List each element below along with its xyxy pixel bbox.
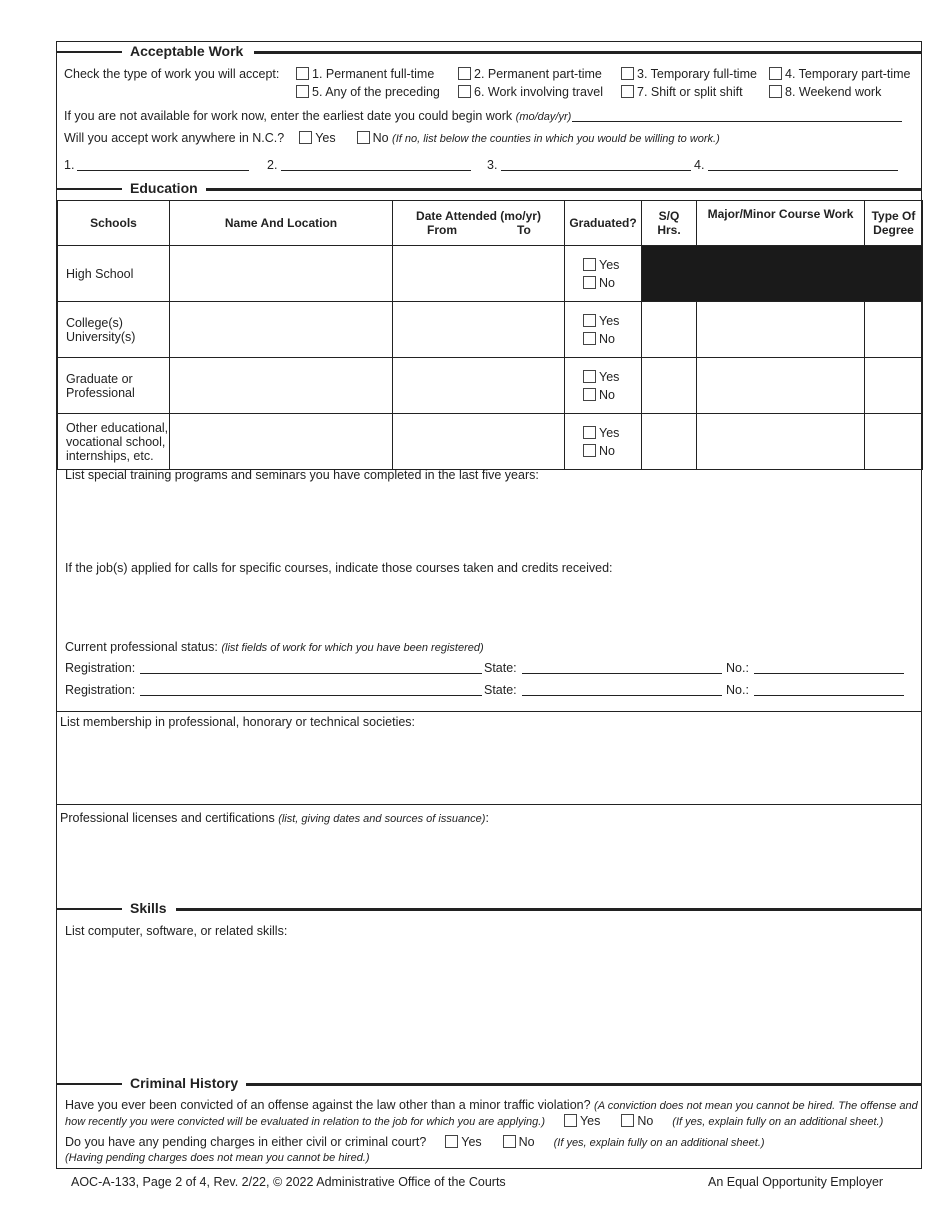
name-location-cell[interactable]: [170, 414, 393, 470]
work-option-3[interactable]: [621, 67, 757, 81]
header-rule: [176, 908, 922, 911]
checkbox[interactable]: [458, 85, 471, 98]
county-num-4: 4.: [694, 158, 705, 172]
licenses-label: Professional licenses and certifications: [60, 811, 275, 825]
major-minor-cell[interactable]: [697, 414, 865, 470]
checkbox[interactable]: [583, 332, 596, 345]
state-label: State:: [484, 683, 517, 697]
no-label: No: [599, 275, 615, 290]
checkbox[interactable]: [621, 85, 634, 98]
header-rule: [246, 1083, 922, 1086]
checkbox[interactable]: [583, 426, 596, 439]
school-label: vocational school,: [66, 434, 166, 449]
licenses-colon: :: [485, 811, 489, 825]
pending-yes-checkbox[interactable]: [445, 1135, 458, 1148]
option-label: 5. Any of the preceding: [312, 85, 440, 99]
no-label: No: [599, 387, 615, 402]
graduated-yes[interactable]: [583, 256, 641, 274]
school-label: Professional: [66, 385, 135, 400]
memberships-label: List membership in professional, honorary or technical societies:: [60, 715, 416, 729]
major-minor-cell[interactable]: [697, 358, 865, 414]
date-attended-cell[interactable]: [393, 414, 565, 470]
graduated-cell: [565, 358, 642, 414]
checkbox[interactable]: [621, 67, 634, 80]
anywhere-nc-row: [64, 131, 720, 145]
explain-hint: (If yes, explain fully on an additional sheet.): [553, 1137, 765, 1149]
school-cell: [58, 414, 170, 470]
no-label: No: [637, 1114, 654, 1128]
conviction-question: [65, 1098, 918, 1130]
checkbox[interactable]: [583, 388, 596, 401]
col-type-of-degree: [865, 201, 923, 246]
graduated-no[interactable]: [583, 442, 641, 460]
checkbox[interactable]: [583, 370, 596, 383]
registration-label: Registration:: [65, 683, 136, 697]
school-label: internships, etc.: [66, 448, 154, 463]
yes-label: Yes: [599, 369, 620, 384]
number-field[interactable]: [754, 673, 904, 674]
yes-label: Yes: [315, 131, 336, 145]
col-schools: Schools: [58, 201, 170, 246]
graduated-yes[interactable]: [583, 424, 641, 442]
yes-label: Yes: [599, 257, 620, 272]
anywhere-yes-checkbox[interactable]: [299, 131, 312, 144]
form-footer-id: AOC-A-133, Page 2 of 4, Rev. 2/22, © 2022 Administrative Office of the Courts: [71, 1175, 506, 1189]
work-option-2[interactable]: [458, 67, 602, 81]
table-row: [58, 358, 923, 414]
school-cell: [58, 246, 170, 302]
conviction-question-text: Have you ever been convicted of an offense against the law other than a minor traffic violation?: [65, 1098, 591, 1112]
school-label: High School: [66, 266, 134, 281]
no-label: No: [518, 1135, 535, 1149]
work-option-1[interactable]: [296, 67, 434, 81]
pending-no-checkbox[interactable]: [503, 1135, 516, 1148]
header-rule: [254, 51, 922, 54]
option-label: 1. Permanent full-time: [312, 67, 435, 81]
option-label: 2. Permanent part-time: [474, 67, 602, 81]
anywhere-nc-hint: (If no, list below the counties in which you would be willing to work.): [392, 133, 720, 145]
from-label: From: [427, 223, 457, 237]
header-rule: [206, 188, 922, 191]
header-rule: [56, 908, 122, 910]
school-label: Other educational,: [66, 420, 169, 435]
county-field-1[interactable]: [77, 170, 249, 171]
no-label: No: [372, 131, 389, 145]
registration-field[interactable]: [140, 695, 482, 696]
number-label: No.:: [726, 683, 749, 697]
table-row: [58, 414, 923, 470]
yes-label: Yes: [599, 313, 620, 328]
anywhere-nc-label: Will you accept work anywhere in N.C.?: [64, 131, 285, 145]
table-header-row: [58, 201, 923, 246]
degree-cell[interactable]: [865, 358, 923, 414]
criminal-history-title: Criminal History: [130, 1075, 239, 1091]
checkbox[interactable]: [769, 67, 782, 80]
header-rule: [56, 188, 122, 190]
state-field[interactable]: [522, 695, 722, 696]
acceptable-work-title: Acceptable Work: [130, 43, 244, 59]
col-date-attended: [393, 201, 565, 246]
name-location-cell[interactable]: [170, 246, 393, 302]
licenses-hint: (list, giving dates and sources of issuance): [278, 813, 486, 825]
sq-label: S/Q: [658, 209, 680, 223]
registration-field[interactable]: [140, 673, 482, 674]
county-num-2: 2.: [267, 158, 278, 172]
work-type-label: Check the type of work you will accept:: [64, 67, 280, 81]
number-label: No.:: [726, 661, 749, 675]
education-table: [57, 200, 923, 470]
criminal-history-header: [56, 1075, 922, 1095]
county-num-3: 3.: [487, 158, 498, 172]
hrs-label: Hrs.: [657, 223, 681, 237]
state-label: State:: [484, 661, 517, 675]
licenses-row: [60, 811, 489, 825]
col-graduated: Graduated?: [565, 201, 642, 246]
education-header: [56, 180, 922, 200]
county-num-1: 1.: [64, 158, 75, 172]
checkbox[interactable]: [296, 85, 309, 98]
checkbox[interactable]: [296, 67, 309, 80]
graduated-no[interactable]: [583, 330, 641, 348]
checkbox[interactable]: [458, 67, 471, 80]
prof-status-hint: (list fields of work for which you have been registered): [221, 642, 484, 654]
checkbox[interactable]: [583, 444, 596, 457]
shaded-cell: [642, 246, 923, 302]
school-label: Graduate or: [66, 371, 133, 386]
county-field-2[interactable]: [281, 170, 471, 171]
graduated-cell: [565, 246, 642, 302]
sq-hrs-cell[interactable]: [642, 358, 697, 414]
work-option-4[interactable]: [769, 67, 911, 81]
divider: [57, 804, 922, 805]
special-training-label: List special training programs and seminars you have completed in the last five years:: [65, 468, 539, 482]
county-field-4[interactable]: [708, 170, 898, 171]
conviction-hint: how recently you were convicted will be evaluated in relation to the job for which you are applying.): [65, 1116, 545, 1128]
option-label: 7. Shift or split shift: [637, 85, 743, 99]
number-field[interactable]: [754, 695, 904, 696]
yes-label: Yes: [461, 1135, 482, 1149]
checkbox[interactable]: [583, 314, 596, 327]
conviction-hint: (A conviction does not mean you cannot be hired. The offense and: [594, 1100, 918, 1112]
option-label: 4. Temporary part-time: [785, 67, 911, 81]
work-option-6[interactable]: [458, 85, 603, 99]
work-option-8[interactable]: [769, 85, 881, 99]
education-title: Education: [130, 180, 198, 196]
col-name-location: Name And Location: [170, 201, 393, 246]
conviction-no-checkbox[interactable]: [621, 1114, 634, 1127]
graduated-no[interactable]: [583, 386, 641, 404]
graduated-yes[interactable]: [583, 312, 641, 330]
name-location-cell[interactable]: [170, 302, 393, 358]
school-cell: [58, 358, 170, 414]
yes-label: Yes: [599, 425, 620, 440]
work-option-5[interactable]: [296, 85, 440, 99]
date-attended-cell[interactable]: [393, 246, 565, 302]
yes-label: Yes: [579, 1114, 601, 1128]
specific-courses-label: If the job(s) applied for calls for specific courses, indicate those courses taken and credits received:: [65, 561, 613, 575]
county-field-3[interactable]: [501, 170, 691, 171]
table-row: [58, 246, 923, 302]
graduated-cell: [565, 414, 642, 470]
prof-status-row: [65, 640, 484, 654]
skills-header: [56, 900, 922, 920]
prof-status-label: Current professional status:: [65, 640, 218, 654]
earliest-date-field[interactable]: [572, 121, 902, 122]
equal-opportunity-text: An Equal Opportunity Employer: [708, 1175, 884, 1189]
date-attended-label: Date Attended (mo/yr): [416, 209, 541, 223]
school-cell: [58, 302, 170, 358]
date-attended-cell[interactable]: [393, 358, 565, 414]
degree-cell[interactable]: [865, 414, 923, 470]
sq-hrs-cell[interactable]: [642, 302, 697, 358]
acceptable-work-header: [56, 43, 922, 63]
graduated-yes[interactable]: [583, 368, 641, 386]
checkbox[interactable]: [769, 85, 782, 98]
application-form-page: [56, 41, 922, 1169]
work-option-7[interactable]: [621, 85, 743, 99]
computer-skills-label: List computer, software, or related skills:: [65, 924, 288, 938]
col-sq-hrs: [642, 201, 697, 246]
pending-charges-hint: (Having pending charges does not mean you cannot be hired.): [65, 1152, 370, 1164]
registration-label: Registration:: [65, 661, 136, 675]
type-of-label: Type Of: [871, 209, 916, 223]
header-rule: [56, 1083, 122, 1085]
degree-label: Degree: [873, 223, 914, 237]
option-label: 3. Temporary full-time: [637, 67, 757, 81]
header-rule: [56, 51, 122, 53]
option-label: 6. Work involving travel: [474, 85, 603, 99]
checkbox[interactable]: [583, 258, 596, 271]
no-label: No: [599, 443, 615, 458]
school-label: College(s): [66, 315, 123, 330]
no-label: No: [599, 331, 615, 346]
degree-cell[interactable]: [865, 302, 923, 358]
pending-charges-question: [65, 1135, 765, 1149]
table-row: [58, 302, 923, 358]
col-major-minor: Major/Minor Course Work: [697, 201, 865, 246]
skills-title: Skills: [130, 900, 167, 916]
conviction-yes-checkbox[interactable]: [564, 1114, 577, 1127]
pending-charges-text: Do you have any pending charges in either civil or criminal court?: [65, 1135, 427, 1149]
graduated-cell: [565, 302, 642, 358]
sq-hrs-cell[interactable]: [642, 414, 697, 470]
state-field[interactable]: [522, 673, 722, 674]
explain-hint: (If yes, explain fully on an additional sheet.): [672, 1116, 884, 1128]
anywhere-no-checkbox[interactable]: [357, 131, 370, 144]
graduated-no[interactable]: [583, 274, 641, 292]
school-label: University(s): [66, 329, 136, 344]
divider: [57, 711, 922, 712]
earliest-date-label: [64, 109, 571, 123]
option-label: 8. Weekend work: [785, 85, 882, 99]
earliest-date-text: If you are not available for work now, enter the earliest date you could begin work: [64, 109, 513, 123]
earliest-date-hint: (mo/day/yr): [515, 111, 572, 123]
checkbox[interactable]: [583, 276, 596, 289]
name-location-cell[interactable]: [170, 358, 393, 414]
major-minor-cell[interactable]: [697, 302, 865, 358]
to-label: To: [517, 223, 531, 237]
date-attended-cell[interactable]: [393, 302, 565, 358]
